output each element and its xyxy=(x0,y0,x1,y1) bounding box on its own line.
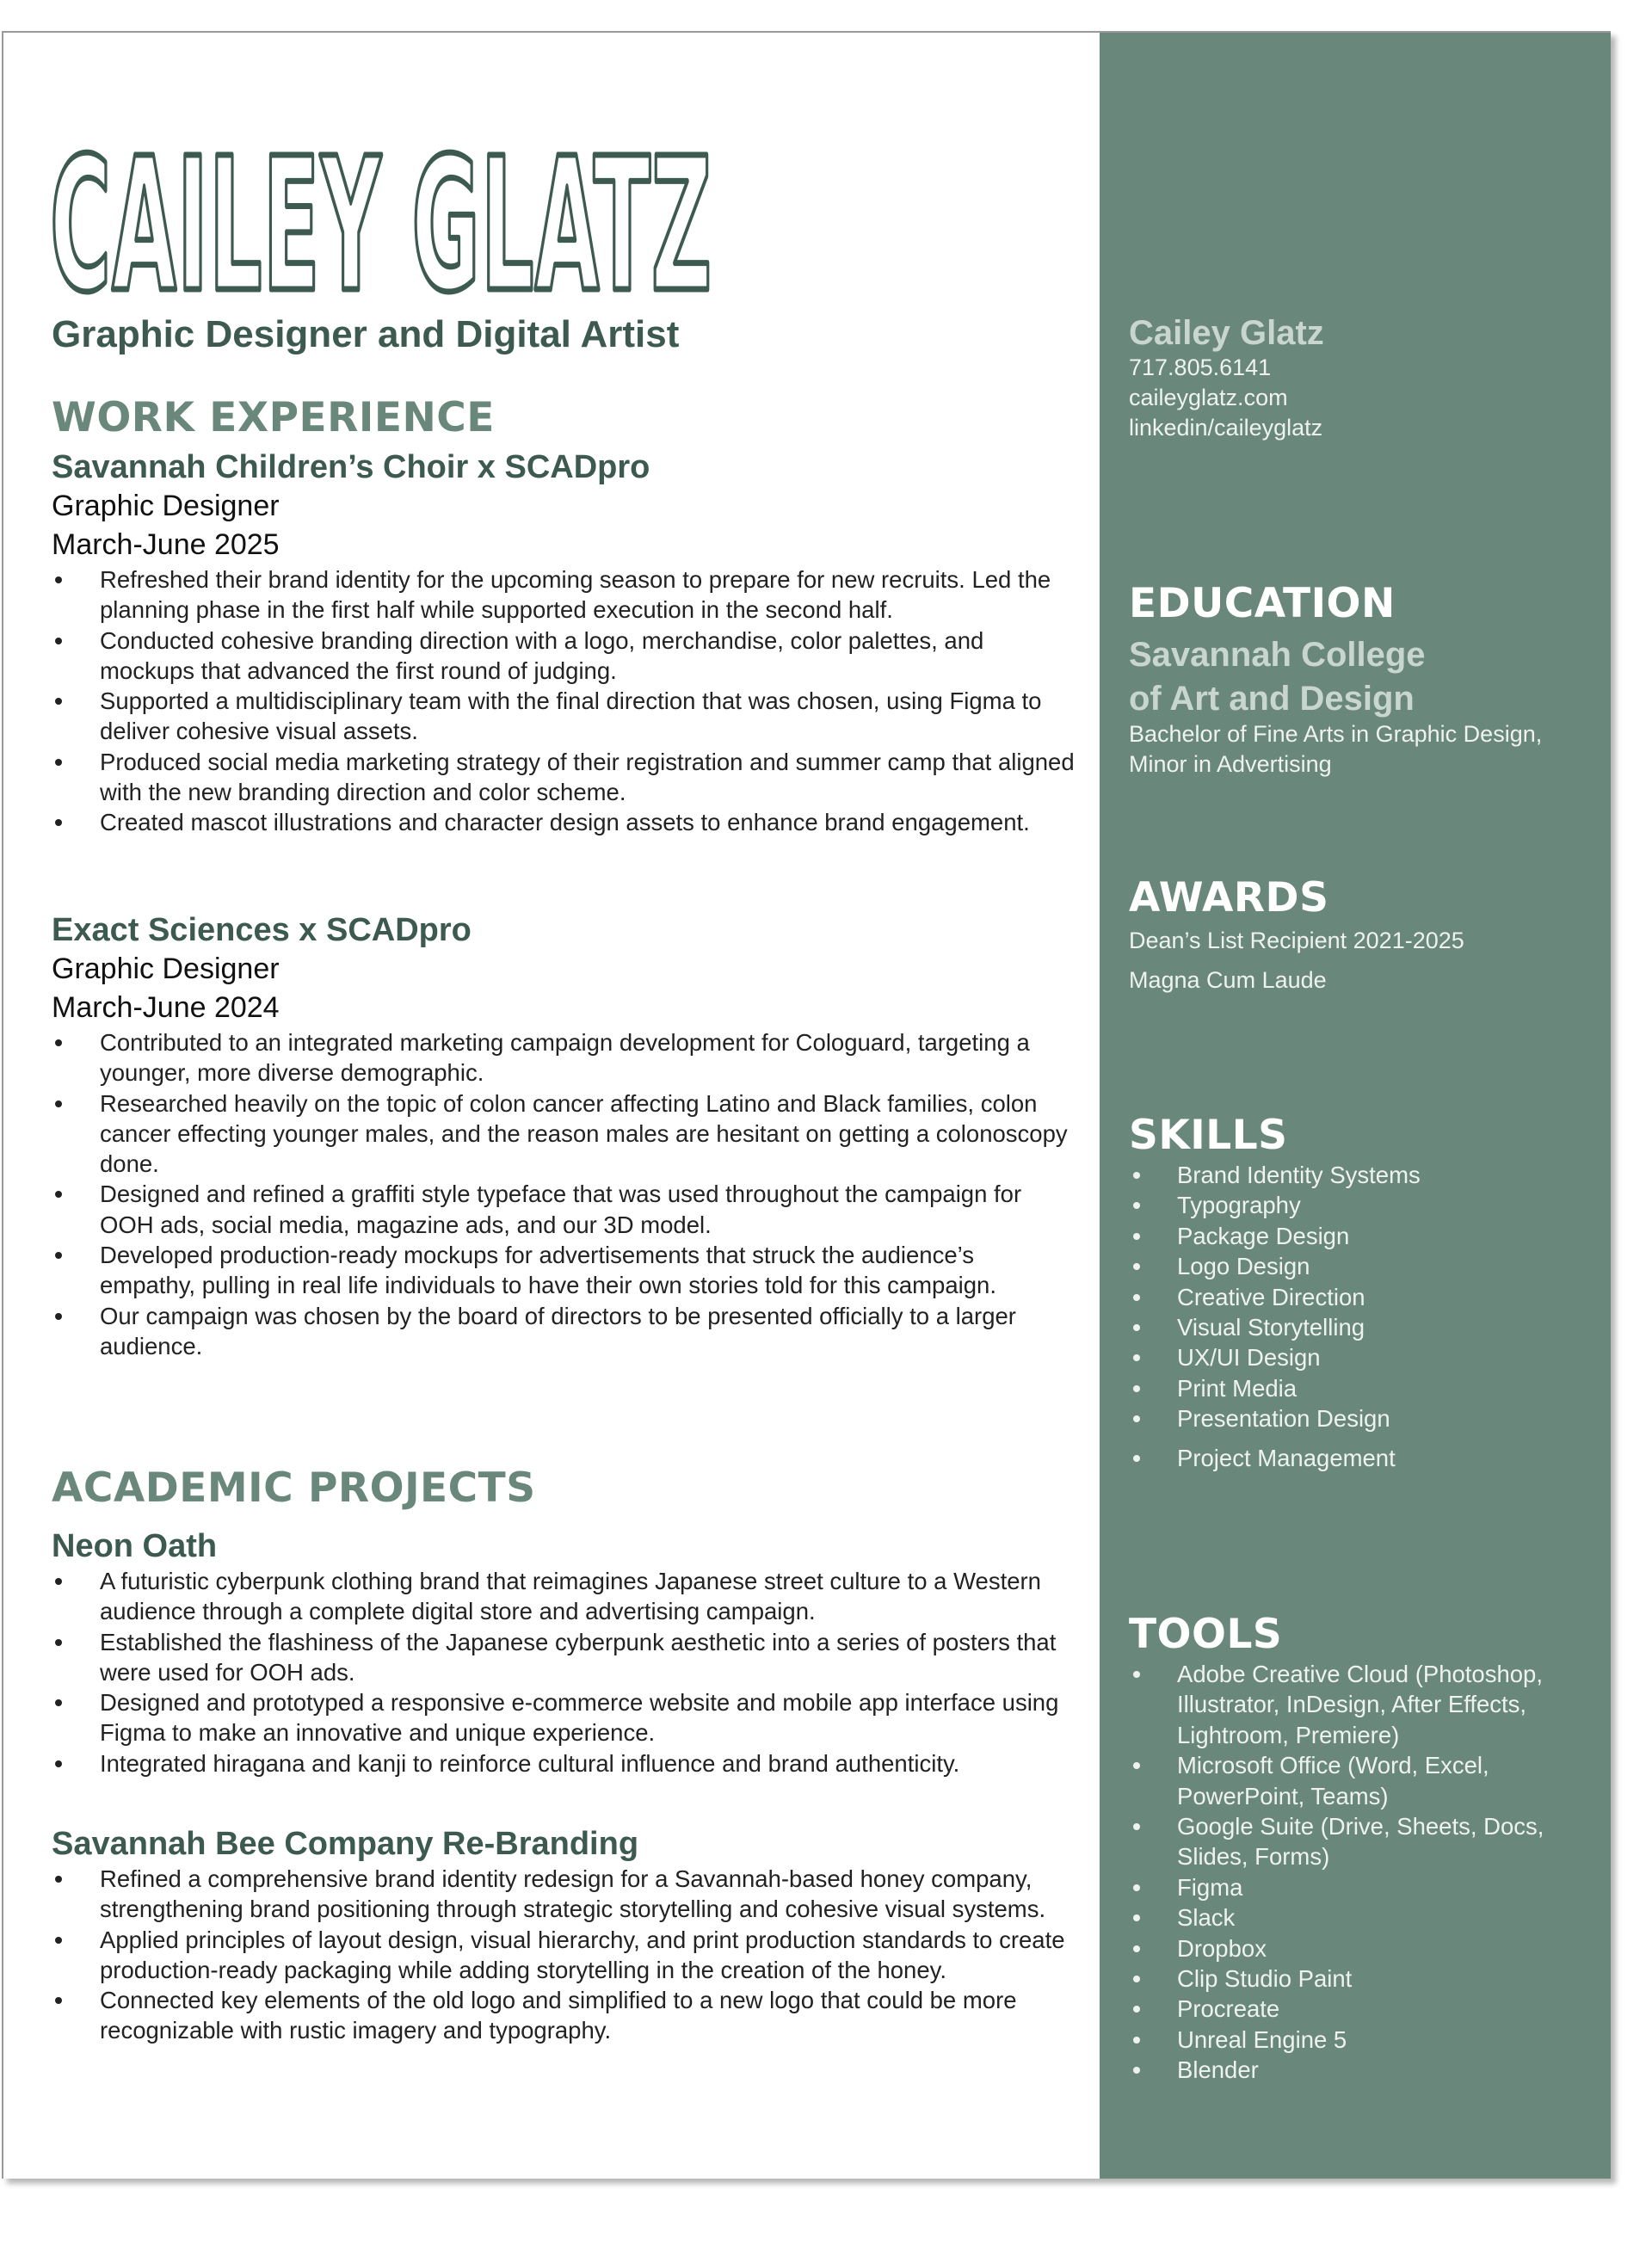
contact-website: caileyglatz.com xyxy=(1129,385,1288,410)
job-bullets xyxy=(52,1027,1076,1361)
job-entry xyxy=(52,910,1076,1361)
education-degree: Bachelor of Fine Arts in Graphic Design, Minor in Advertising xyxy=(1129,721,1543,777)
job-date: March-June 2024 xyxy=(52,991,280,1024)
bullet-item: Applied principles of layout design, visual hierarchy, and print production standards to create production-ready packaging while adding storytelling in the creation of the honey. xyxy=(52,1925,1076,1986)
work-experience-heading: WORK EXPERIENCE xyxy=(52,394,495,441)
tool-item: Procreate xyxy=(1129,1994,1593,2024)
bullet-item: Conducted cohesive branding direction with a logo, merchandise, color palettes, and mockups that advanced the first round of judging. xyxy=(52,626,1076,687)
skill-item: UX/UI Design xyxy=(1129,1342,1593,1372)
skills-list xyxy=(1129,1160,1593,1473)
tool-item: Clip Studio Paint xyxy=(1129,1964,1593,1994)
tool-item: Figma xyxy=(1129,1872,1593,1902)
skill-item: Package Design xyxy=(1129,1221,1593,1251)
bullet-item: Our campaign was chosen by the board of directors to be presented officially to a larger audience. xyxy=(52,1301,1076,1362)
project-bullets xyxy=(52,1864,1076,2046)
bullet-item: Connected key elements of the old logo and simplified to a new logo that could be more recognizable with rustic imagery and typography. xyxy=(52,1985,1076,2046)
tool-item: Blender xyxy=(1129,2055,1593,2085)
education-school xyxy=(1129,633,1426,721)
main-column xyxy=(3,33,1100,2179)
contact-name: Cailey Glatz xyxy=(1129,314,1324,352)
job-bullets xyxy=(52,564,1076,838)
tool-item: Adobe Creative Cloud (Photoshop, Illustrator, InDesign, After Effects, Lightroom, Premiere) xyxy=(1129,1659,1593,1750)
job-company: Savannah Children’s Choir x SCADpro xyxy=(52,449,650,485)
bullet-item: Refined a comprehensive brand identity redesign for a Savannah-based honey company, strengthening brand positioning through strategic storytelling and cohesive visual systems. xyxy=(52,1864,1076,1925)
bullet-item: Refreshed their brand identity for the upcoming season to prepare for new recruits. Led the planning phase in the first half while supported execution in the second half. xyxy=(52,564,1076,626)
skill-item: Creative Direction xyxy=(1129,1282,1593,1312)
skill-item: Logo Design xyxy=(1129,1251,1593,1281)
awards-list xyxy=(1129,924,1464,996)
tool-item: Dropbox xyxy=(1129,1933,1593,1964)
job-role: Graphic Designer xyxy=(52,952,280,985)
sidebar xyxy=(1100,33,1611,2179)
project-entry xyxy=(52,1824,1076,2046)
skills-heading: SKILLS xyxy=(1129,1112,1288,1159)
bullet-item: Created mascot illustrations and character design assets to enhance brand engagement. xyxy=(52,807,1076,837)
bullet-item: Contributed to an integrated marketing campaign development for Cologuard, targeting a younger, more diverse demographic. xyxy=(52,1027,1076,1088)
resume-page xyxy=(2,31,1611,2179)
name-logo xyxy=(48,126,719,320)
project-entry xyxy=(52,1526,1076,1779)
education-school-line: Savannah College xyxy=(1129,636,1426,674)
bullet-item: Supported a multidisciplinary team with the final direction that was chosen, using Figma to deliver cohesive visual assets. xyxy=(52,686,1076,747)
job-date: March-June 2025 xyxy=(52,528,280,561)
bullet-item: Integrated hiragana and kanji to reinforce cultural influence and brand authenticity. xyxy=(52,1748,1076,1779)
skill-item: Typography xyxy=(1129,1190,1593,1220)
skill-item: Visual Storytelling xyxy=(1129,1312,1593,1342)
skill-item: Presentation Design xyxy=(1129,1403,1593,1433)
award-item: Dean’s List Recipient 2021-2025 xyxy=(1129,928,1464,953)
skill-item: Print Media xyxy=(1129,1373,1593,1403)
bullet-item: Researched heavily on the topic of colon cancer affecting Latino and Black families, colon cancer effecting younger males, and the reason males are hesitant on getting a colonoscopy done. xyxy=(52,1088,1076,1180)
tools-heading: TOOLS xyxy=(1129,1611,1283,1658)
bullet-item: Established the flashiness of the Japanese cyberpunk aesthetic into a series of posters that were used for OOH ads. xyxy=(52,1627,1076,1688)
award-item: Magna Cum Laude xyxy=(1129,967,1327,993)
skill-item: Project Management xyxy=(1129,1443,1593,1473)
logo-text: CAILEY GLATZ xyxy=(50,126,712,320)
contact-linkedin: linkedin/caileyglatz xyxy=(1129,415,1323,441)
contact-phone: 717.805.6141 xyxy=(1129,354,1272,380)
tool-item: Unreal Engine 5 xyxy=(1129,2025,1593,2055)
tools-list xyxy=(1129,1659,1593,2086)
contact-block xyxy=(1129,313,1324,443)
awards-heading: AWARDS xyxy=(1129,874,1329,922)
bullet-item: Designed and prototyped a responsive e-commerce website and mobile app interface using Figma to make an innovative and unique experience. xyxy=(52,1687,1076,1748)
project-bullets xyxy=(52,1566,1076,1779)
bullet-item: A futuristic cyberpunk clothing brand that reimagines Japanese street culture to a Western audience through a complete digital store and advertising campaign. xyxy=(52,1566,1076,1627)
bullet-item: Produced social media marketing strategy of their registration and summer camp that aligned with the new branding direction and color scheme. xyxy=(52,747,1076,808)
job-company: Exact Sciences x SCADpro xyxy=(52,912,472,948)
academic-projects-heading: ACADEMIC PROJECTS xyxy=(52,1464,536,1512)
bullet-item: Designed and refined a graffiti style typeface that was used throughout the campaign for OOH ads, social media, magazine ads, and our 3D model. xyxy=(52,1179,1076,1240)
project-name: Savannah Bee Company Re-Branding xyxy=(52,1826,639,1862)
education-school-line: of Art and Design xyxy=(1129,680,1415,718)
tool-item: Microsoft Office (Word, Excel, PowerPoint, Teams) xyxy=(1129,1750,1593,1811)
job-entry xyxy=(52,447,1076,838)
tool-item: Google Suite (Drive, Sheets, Docs, Slides, Forms) xyxy=(1129,1811,1593,1872)
tool-item: Slack xyxy=(1129,1902,1593,1933)
project-name: Neon Oath xyxy=(52,1528,218,1564)
education-heading: EDUCATION xyxy=(1129,580,1396,627)
job-role: Graphic Designer xyxy=(52,490,280,522)
skill-item: Brand Identity Systems xyxy=(1129,1160,1593,1190)
name-logo-graphic xyxy=(48,126,719,320)
bullet-item: Developed production-ready mockups for advertisements that struck the audience’s empathy, pulling in real life individuals to have their own stories told for this campaign. xyxy=(52,1240,1076,1301)
subtitle: Graphic Designer and Digital Artist xyxy=(52,313,680,355)
